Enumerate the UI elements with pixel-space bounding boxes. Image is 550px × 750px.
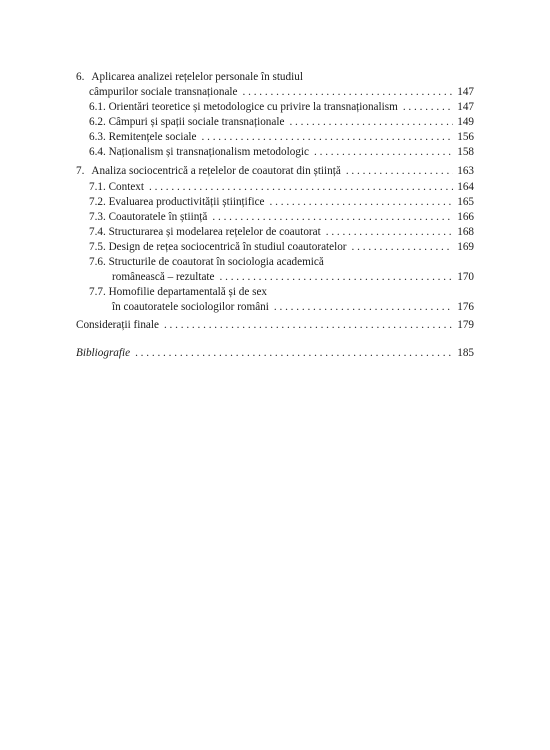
- leader-dots: [314, 145, 453, 160]
- toc-entry-6-4[interactable]: [89, 145, 474, 160]
- leader-dots: [274, 300, 453, 315]
- leader-dots: [135, 346, 453, 361]
- leader-dots: [346, 164, 453, 179]
- toc-entry-label-line1: 7.7. Homofilie departamentală și de sex: [89, 286, 268, 298]
- toc-entry-6-3[interactable]: [89, 130, 474, 145]
- toc-entry-6-2[interactable]: [89, 115, 474, 130]
- toc-ch6-title-line2: câmpurilor sociale transnaționale: [89, 86, 238, 98]
- toc-entry-label: 6.1. Orientări teoretice și metodologice cu privire la transnaționalism: [89, 101, 398, 113]
- leader-dots: [202, 130, 454, 145]
- toc-page-number: 163: [457, 165, 474, 177]
- leader-dots: [149, 180, 453, 195]
- toc-page-number: 166: [457, 211, 474, 223]
- toc-entry-label: 7.1. Context: [89, 181, 145, 193]
- leader-dots: [352, 240, 454, 255]
- leader-dots: [270, 195, 454, 210]
- leader-dots: [164, 318, 453, 333]
- toc-entry-label: Considerații finale: [76, 319, 159, 331]
- toc-entry-7-6[interactable]: [89, 255, 324, 270]
- toc-entry-label: 6.4. Naționalism și transnaționalism metodologic: [89, 146, 309, 158]
- toc-page-number: 164: [457, 181, 474, 193]
- toc-page-number: 169: [457, 241, 474, 253]
- leader-dots: [212, 210, 453, 225]
- leader-dots: [220, 270, 454, 285]
- toc-page-number: 168: [457, 226, 474, 238]
- toc-entry-label: 6.2. Câmpuri și spații sociale transnaționale: [89, 116, 285, 128]
- toc-entry-ch7[interactable]: [76, 164, 474, 179]
- toc-page-number: 158: [457, 146, 474, 158]
- toc-page-number: 165: [457, 196, 474, 208]
- toc-page-number: 176: [457, 301, 474, 313]
- toc-entry-final[interactable]: [76, 318, 474, 333]
- toc-page-number: 147: [457, 86, 474, 98]
- toc-entry-7-3[interactable]: [89, 210, 474, 225]
- toc-entry-label-line2: în coautoratele sociologilor români: [112, 301, 269, 313]
- toc-ch6-title-line1: Aplicarea analizei rețelelor personale în studiul: [91, 71, 303, 83]
- toc-entry-label: 7.5. Design de rețea sociocentrică în studiul coautoratelor: [89, 241, 347, 253]
- toc-page-number: 156: [457, 131, 474, 143]
- toc-page-number: 185: [457, 347, 474, 359]
- toc-entry-ch6-line2[interactable]: [89, 85, 474, 100]
- toc-entry-ch6[interactable]: [76, 70, 303, 85]
- toc-entry-label-line2: românească – rezultate: [112, 271, 215, 283]
- toc-entry-label-line1: 7.6. Structurile de coautorat în sociologia academică: [89, 256, 324, 268]
- toc-entry-7-1[interactable]: [89, 180, 474, 195]
- toc-ch7-number: 7.: [76, 165, 85, 177]
- toc-entry-7-7[interactable]: [89, 285, 267, 300]
- toc-page-number: 179: [457, 319, 474, 331]
- toc-page-number: 147: [457, 101, 474, 113]
- leader-dots: [243, 85, 454, 100]
- toc-ch7-title: Analiza sociocentrică a rețelelor de coautorat din știință: [91, 165, 341, 177]
- toc-entry-label: 7.4. Structurarea și modelarea rețelelor de coautorat: [89, 226, 321, 238]
- toc-page-number: 149: [457, 116, 474, 128]
- toc-entry-label: 7.2. Evaluarea productivității științifice: [89, 196, 265, 208]
- toc-entry-label: 6.3. Remitențele sociale: [89, 131, 197, 143]
- toc-entry-7-5[interactable]: [89, 240, 474, 255]
- toc-entry-bibliography[interactable]: [76, 346, 474, 361]
- leader-dots: [326, 225, 453, 240]
- leader-dots: [403, 100, 453, 115]
- toc-entry-7-6-line2[interactable]: [112, 270, 474, 285]
- toc-entry-7-7-line2[interactable]: [112, 300, 474, 315]
- leader-dots: [289, 115, 453, 130]
- toc-entry-label: 7.3. Coautoratele în știință: [89, 211, 208, 223]
- toc-page-number: 170: [457, 271, 474, 283]
- toc-entry-label: Bibliografie: [76, 347, 131, 359]
- toc-entry-7-2[interactable]: [89, 195, 474, 210]
- toc-entry-7-4[interactable]: [89, 225, 474, 240]
- toc-entry-6-1[interactable]: [89, 100, 474, 115]
- toc-ch6-number: 6.: [76, 71, 85, 83]
